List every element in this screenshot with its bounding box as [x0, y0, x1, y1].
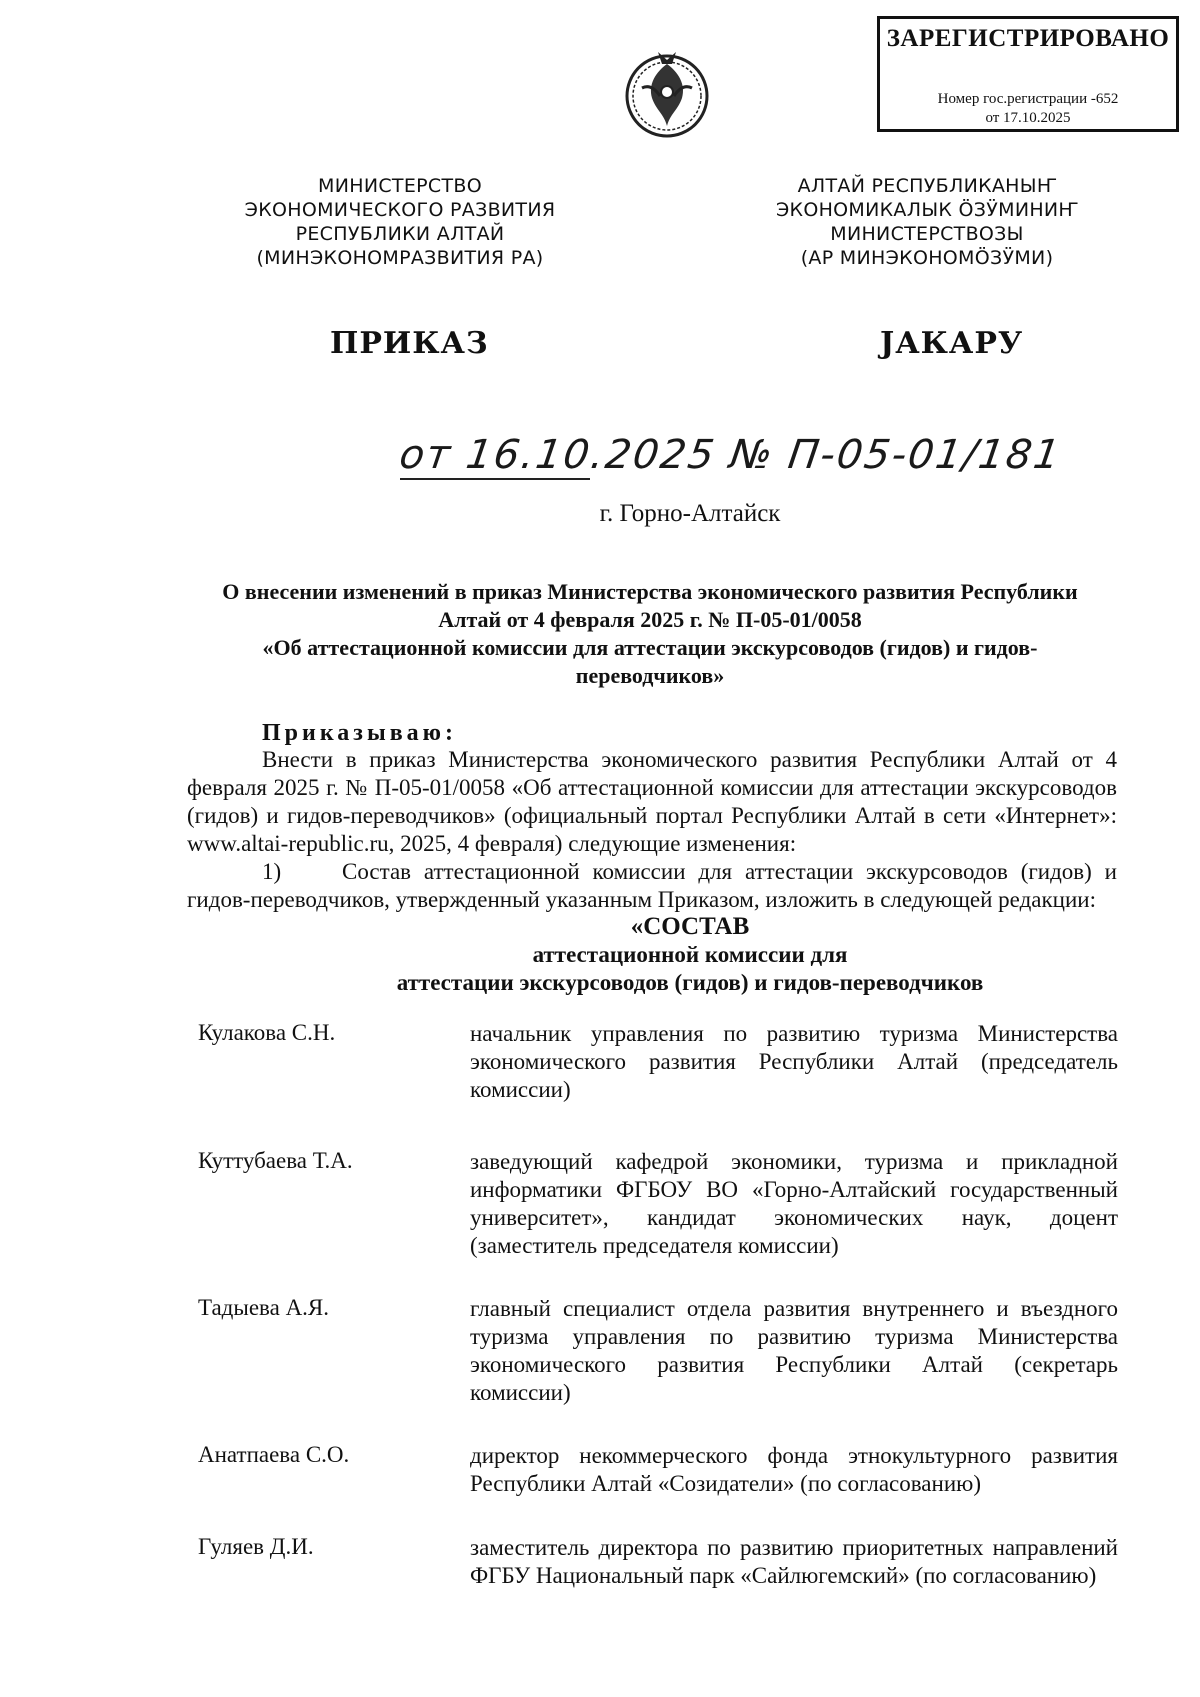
- member-name: Анатпаева С.О.: [198, 1442, 350, 1467]
- order-title-altai: ЈАКАРУ: [880, 326, 1024, 361]
- item-number: 1): [262, 859, 282, 884]
- ministry-alt-line: (АР МИНЭКОНОМӦЗӰМИ): [800, 247, 1054, 269]
- handwritten-underline: [400, 478, 590, 480]
- member-role: директор некоммерческого фонда этнокультурного развития Республики Алтай «Созидатели» (по согласованию): [470, 1443, 1118, 1496]
- ministry-alt-line: МИНИСТЕРСТВОЗЫ: [830, 223, 1024, 245]
- member-role: начальник управления по развитию туризма Министерства экономического развития Республики Алтай (председатель комиссии): [470, 1021, 1118, 1102]
- title-line: переводчиков»: [575, 663, 725, 688]
- title-line: Алтай от 4 февраля 2025 г. № П-05-01/0058: [438, 607, 862, 632]
- composition-heading-line: аттестации экскурсоводов (гидов) и гидов-переводчиков: [396, 970, 984, 995]
- ministry-ru-line: (МИНЭКОНОМРАЗВИТИЯ РА): [256, 247, 544, 269]
- body-paragraph: Внести в приказ Министерства экономического развития Республики Алтай от 4 февраля 2025 г. № П-05-01/0058 «Об аттестационной комиссии для аттестации экскурсоводов (гидов) и гидов-переводчиков» (официальный портал Республики Алтай в сети «Интернет»: www.altai-republic.ru, 2025, 4 февраля) следующие изменения:: [187, 747, 1117, 856]
- ministry-ru-line: ЭКОНОМИЧЕСКОГО РАЗВИТИЯ: [244, 199, 556, 221]
- altai-republic-emblem-icon: [620, 44, 714, 144]
- order-body: [187, 746, 1117, 914]
- title-line: «Об аттестационной комиссии для аттестации экскурсоводов (гидов) и гидов-: [262, 635, 1038, 660]
- ministry-alt-line: АЛТАЙ РЕСПУБЛИКАНЫҤ: [797, 175, 1057, 197]
- item-text: Состав аттестационной комиссии для аттестации экскурсоводов (гидов) и гидов-переводчиков, утвержденный указанным Приказом, изложить в следующей редакции:: [187, 859, 1117, 912]
- registration-stamp: [877, 16, 1179, 132]
- title-line: О внесении изменений в приказ Министерства экономического развития Республики: [222, 579, 1078, 604]
- member-name: Куттубаева Т.А.: [198, 1148, 353, 1173]
- order-title-russian: ПРИКАЗ: [330, 326, 489, 361]
- composition-heading-title: «СОСТАВ: [630, 913, 750, 940]
- document-title: [180, 578, 1120, 690]
- ministry-name-russian: [190, 174, 610, 270]
- ministry-ru-line: РЕСПУБЛИКИ АЛТАЙ: [295, 223, 505, 245]
- handwritten-date-number: от 16.10.2025 № П-05-01/181: [396, 432, 1065, 478]
- city-line: г. Горно-Алтайск: [599, 500, 781, 527]
- ministry-ru-line: МИНИСТЕРСТВО: [318, 175, 482, 197]
- member-name: Тадыева А.Я.: [198, 1295, 330, 1320]
- ministry-alt-line: ЭКОНОМИКАЛЫК ӦЗӰМИНИҤ: [775, 199, 1078, 221]
- stamp-reg-date: от 17.10.2025: [985, 110, 1071, 126]
- decree-word: Приказываю:: [262, 720, 457, 746]
- composition-heading: [0, 913, 1200, 997]
- member-name: Гуляев Д.И.: [198, 1534, 314, 1559]
- composition-heading-line: аттестационной комиссии для: [532, 942, 848, 967]
- member-role: заведующий кафедрой экономики, туризма и прикладной информатики ФГБОУ ВО «Горно-Алтайский государственный университет», кандидат экономических наук, доцент (заместитель председателя комиссии): [470, 1149, 1118, 1258]
- stamp-title: ЗАРЕГИСТРИРОВАНО: [886, 25, 1170, 52]
- member-role: заместитель директора по развитию приоритетных направлений ФГБУ Национальный парк «Сайлюгемский» (по согласованию): [470, 1535, 1118, 1588]
- stamp-reg-number: Номер гос.регистрации -652: [937, 91, 1119, 107]
- ministry-name-altai: [727, 174, 1127, 270]
- member-role: главный специалист отдела развития внутреннего и въездного туризма управления по развитию туризма Министерства экономического развития Республики Алтай (секретарь комиссии): [470, 1296, 1118, 1405]
- member-name: Кулакова С.Н.: [198, 1020, 336, 1045]
- body-item: [187, 858, 1117, 914]
